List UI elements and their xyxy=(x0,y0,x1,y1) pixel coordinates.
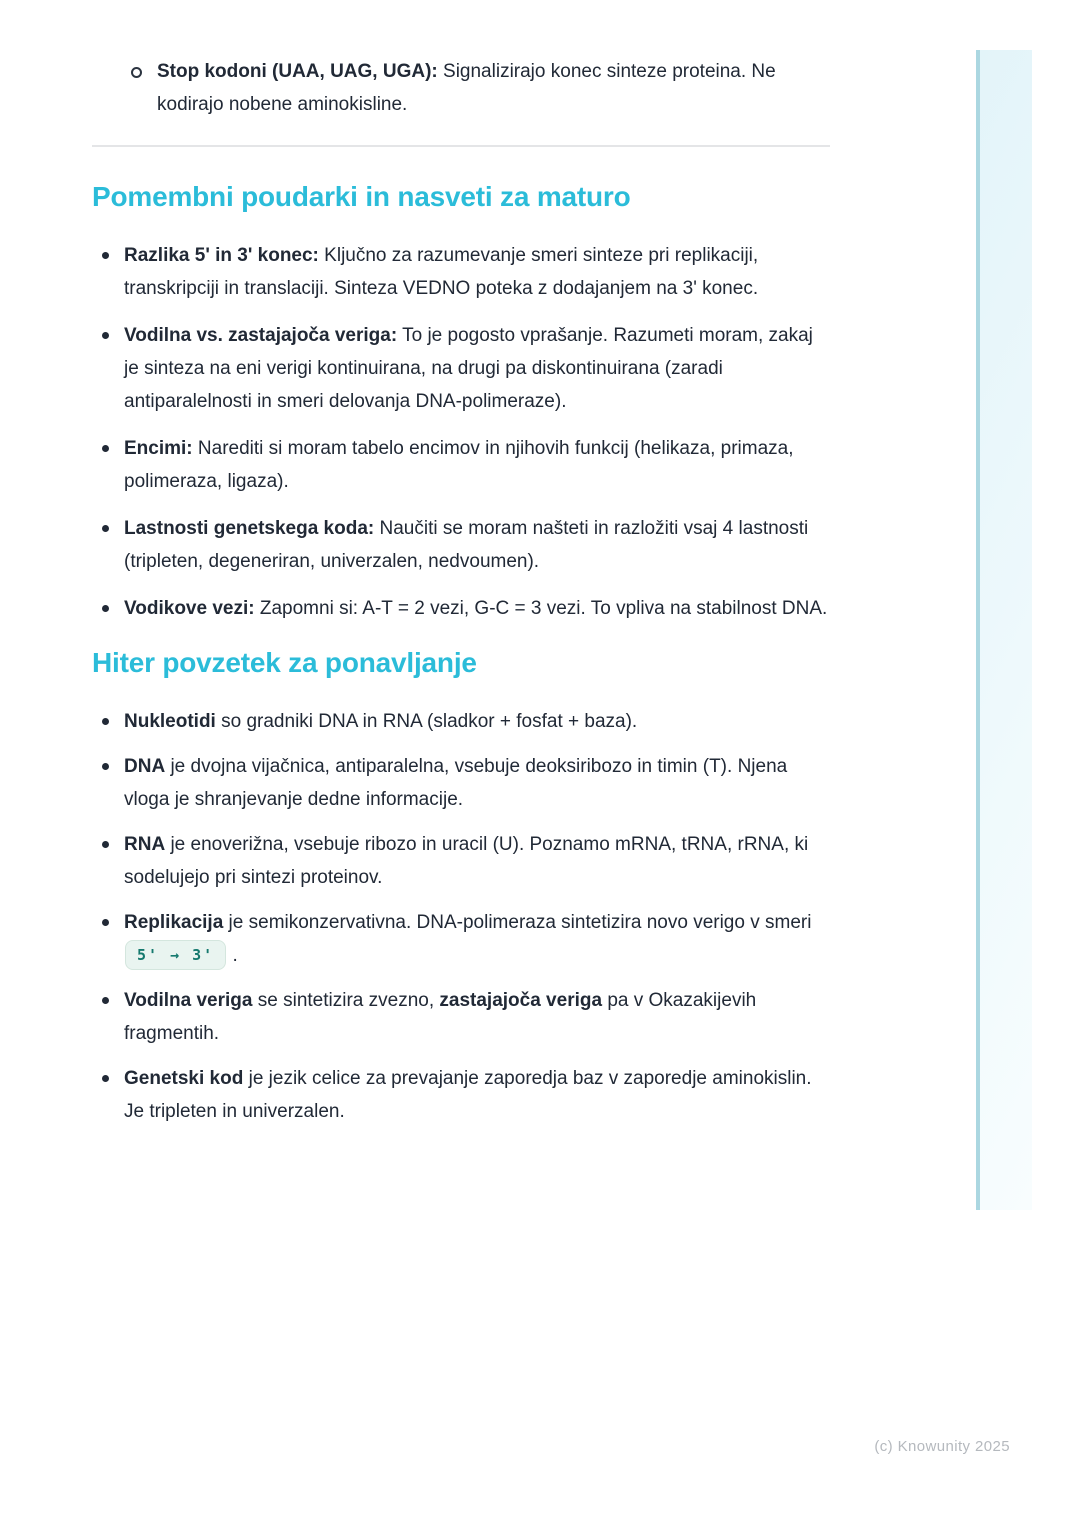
list-item-rna xyxy=(92,828,830,894)
list-item-genetski-kod xyxy=(92,1062,830,1128)
scrollbar-track[interactable] xyxy=(976,50,1032,1210)
item-text: so gradniki DNA in RNA (sladkor + fosfat + baza). xyxy=(215,711,638,732)
item-lead: Vodilna veriga xyxy=(124,990,253,1011)
item-lead: RNA xyxy=(124,834,166,855)
item-text: pa v Okazakijevih fragmentih. xyxy=(124,990,757,1044)
item-lead: Nukleotidi xyxy=(124,711,216,732)
list-item-razlika xyxy=(92,239,830,305)
item-text: To je pogosto vprašanje. Razumeti moram, zakaj je sinteza na eni verigi kontinuirana, na drugi pa diskontinuirana (zaradi antiparalelnosti in smeri delovanja DNA-polimeraze). xyxy=(124,325,813,412)
bullet-icon xyxy=(102,919,109,926)
bullet-list-povzetek xyxy=(92,705,830,1128)
section-title-povzetek: Hiter povzetek za ponavljanje xyxy=(92,647,477,678)
item-lead: Stop kodoni (UAA, UAG, UGA): xyxy=(157,61,438,82)
bullet-icon xyxy=(102,525,109,532)
code-chip-direction: 5' → 3' xyxy=(125,940,226,970)
section-title-poudarki: Pomembni poudarki in nasveti za maturo xyxy=(92,181,631,212)
bullet-icon xyxy=(102,332,109,339)
item-text: . xyxy=(227,945,238,966)
item-text: Signalizirajo konec sinteze proteina. Ne kodirajo nobene aminokisline. xyxy=(157,61,776,115)
list-item-vodilna-veriga xyxy=(92,984,830,1050)
item-lead: Encimi: xyxy=(124,438,193,459)
content-column xyxy=(92,0,830,1140)
item-lead: Replikacija xyxy=(124,912,224,933)
item-lead: Lastnosti genetskega koda: xyxy=(124,518,375,539)
bullet-list-poudarki xyxy=(92,239,830,625)
item-lead: Vodilna vs. zastajajoča veriga: xyxy=(124,325,398,346)
item-text: Zapomni si: A-T = 2 vezi, G-C = 3 vezi. To vpliva na stabilnost DNA. xyxy=(254,598,828,619)
item-text: Ključno za razumevanje smeri sinteze pri replikaciji, transkripciji in translaciji. Sinteza VEDNO poteka z dodajanjem na 3' konec. xyxy=(124,245,759,299)
list-item-vodilna-vs xyxy=(92,319,830,418)
item-text: se sintetizira zvezno, xyxy=(252,990,440,1011)
item-text: je jezik celice za prevajanje zaporedja baz v zaporedje aminokislin. Je tripleten in univerzalen. xyxy=(124,1068,812,1122)
item-lead: Genetski kod xyxy=(124,1068,244,1089)
list-item-lastnosti xyxy=(92,512,830,578)
item-text: je semikonzervativna. DNA-polimeraza sintetizira novo verigo v smeri xyxy=(223,912,812,933)
bullet-icon xyxy=(102,997,109,1004)
item-text: Narediti si moram tabelo encimov in njihovih funkcij (helikaza, primaza, polimeraza, ligaza). xyxy=(124,438,794,492)
item-text: je dvojna vijačnica, antiparalelna, vsebuje deoksiribozo in timin (T). Njena vloga je shranjevanje dedne informacije. xyxy=(124,756,788,810)
list-item-dna xyxy=(92,750,830,816)
divider xyxy=(92,145,830,147)
bullet-icon xyxy=(102,252,109,259)
bullet-icon xyxy=(102,445,109,452)
circle-bullet-icon xyxy=(131,67,142,78)
bullet-icon xyxy=(102,841,109,848)
item-lead: DNA xyxy=(124,756,166,777)
list-item-replikacija xyxy=(92,906,830,972)
list-item-encimi xyxy=(92,432,830,498)
item-text: je enoverižna, vsebuje ribozo in uracil (U). Poznamo mRNA, tRNA, rRNA, ki sodelujejo pri sintezi proteinov. xyxy=(124,834,809,888)
copyright: (c) Knowunity 2025 xyxy=(874,1438,1010,1455)
list-item-vodikove xyxy=(92,592,830,625)
item-lead: Razlika 5' in 3' konec: xyxy=(124,245,319,266)
bullet-icon xyxy=(102,1075,109,1082)
item-lead: Vodikove vezi: xyxy=(124,598,255,619)
item-bold: zastajajoča veriga xyxy=(439,990,603,1011)
list-item-stop-kodoni xyxy=(92,55,830,121)
item-text: Naučiti se moram našteti in razložiti vsaj 4 lastnosti (tripleten, degeneriran, univerzalen, nedvoumen). xyxy=(124,518,809,572)
bullet-icon xyxy=(102,605,109,612)
bullet-icon xyxy=(102,718,109,725)
list-item-nukleotidi xyxy=(92,705,830,738)
bullet-icon xyxy=(102,763,109,770)
